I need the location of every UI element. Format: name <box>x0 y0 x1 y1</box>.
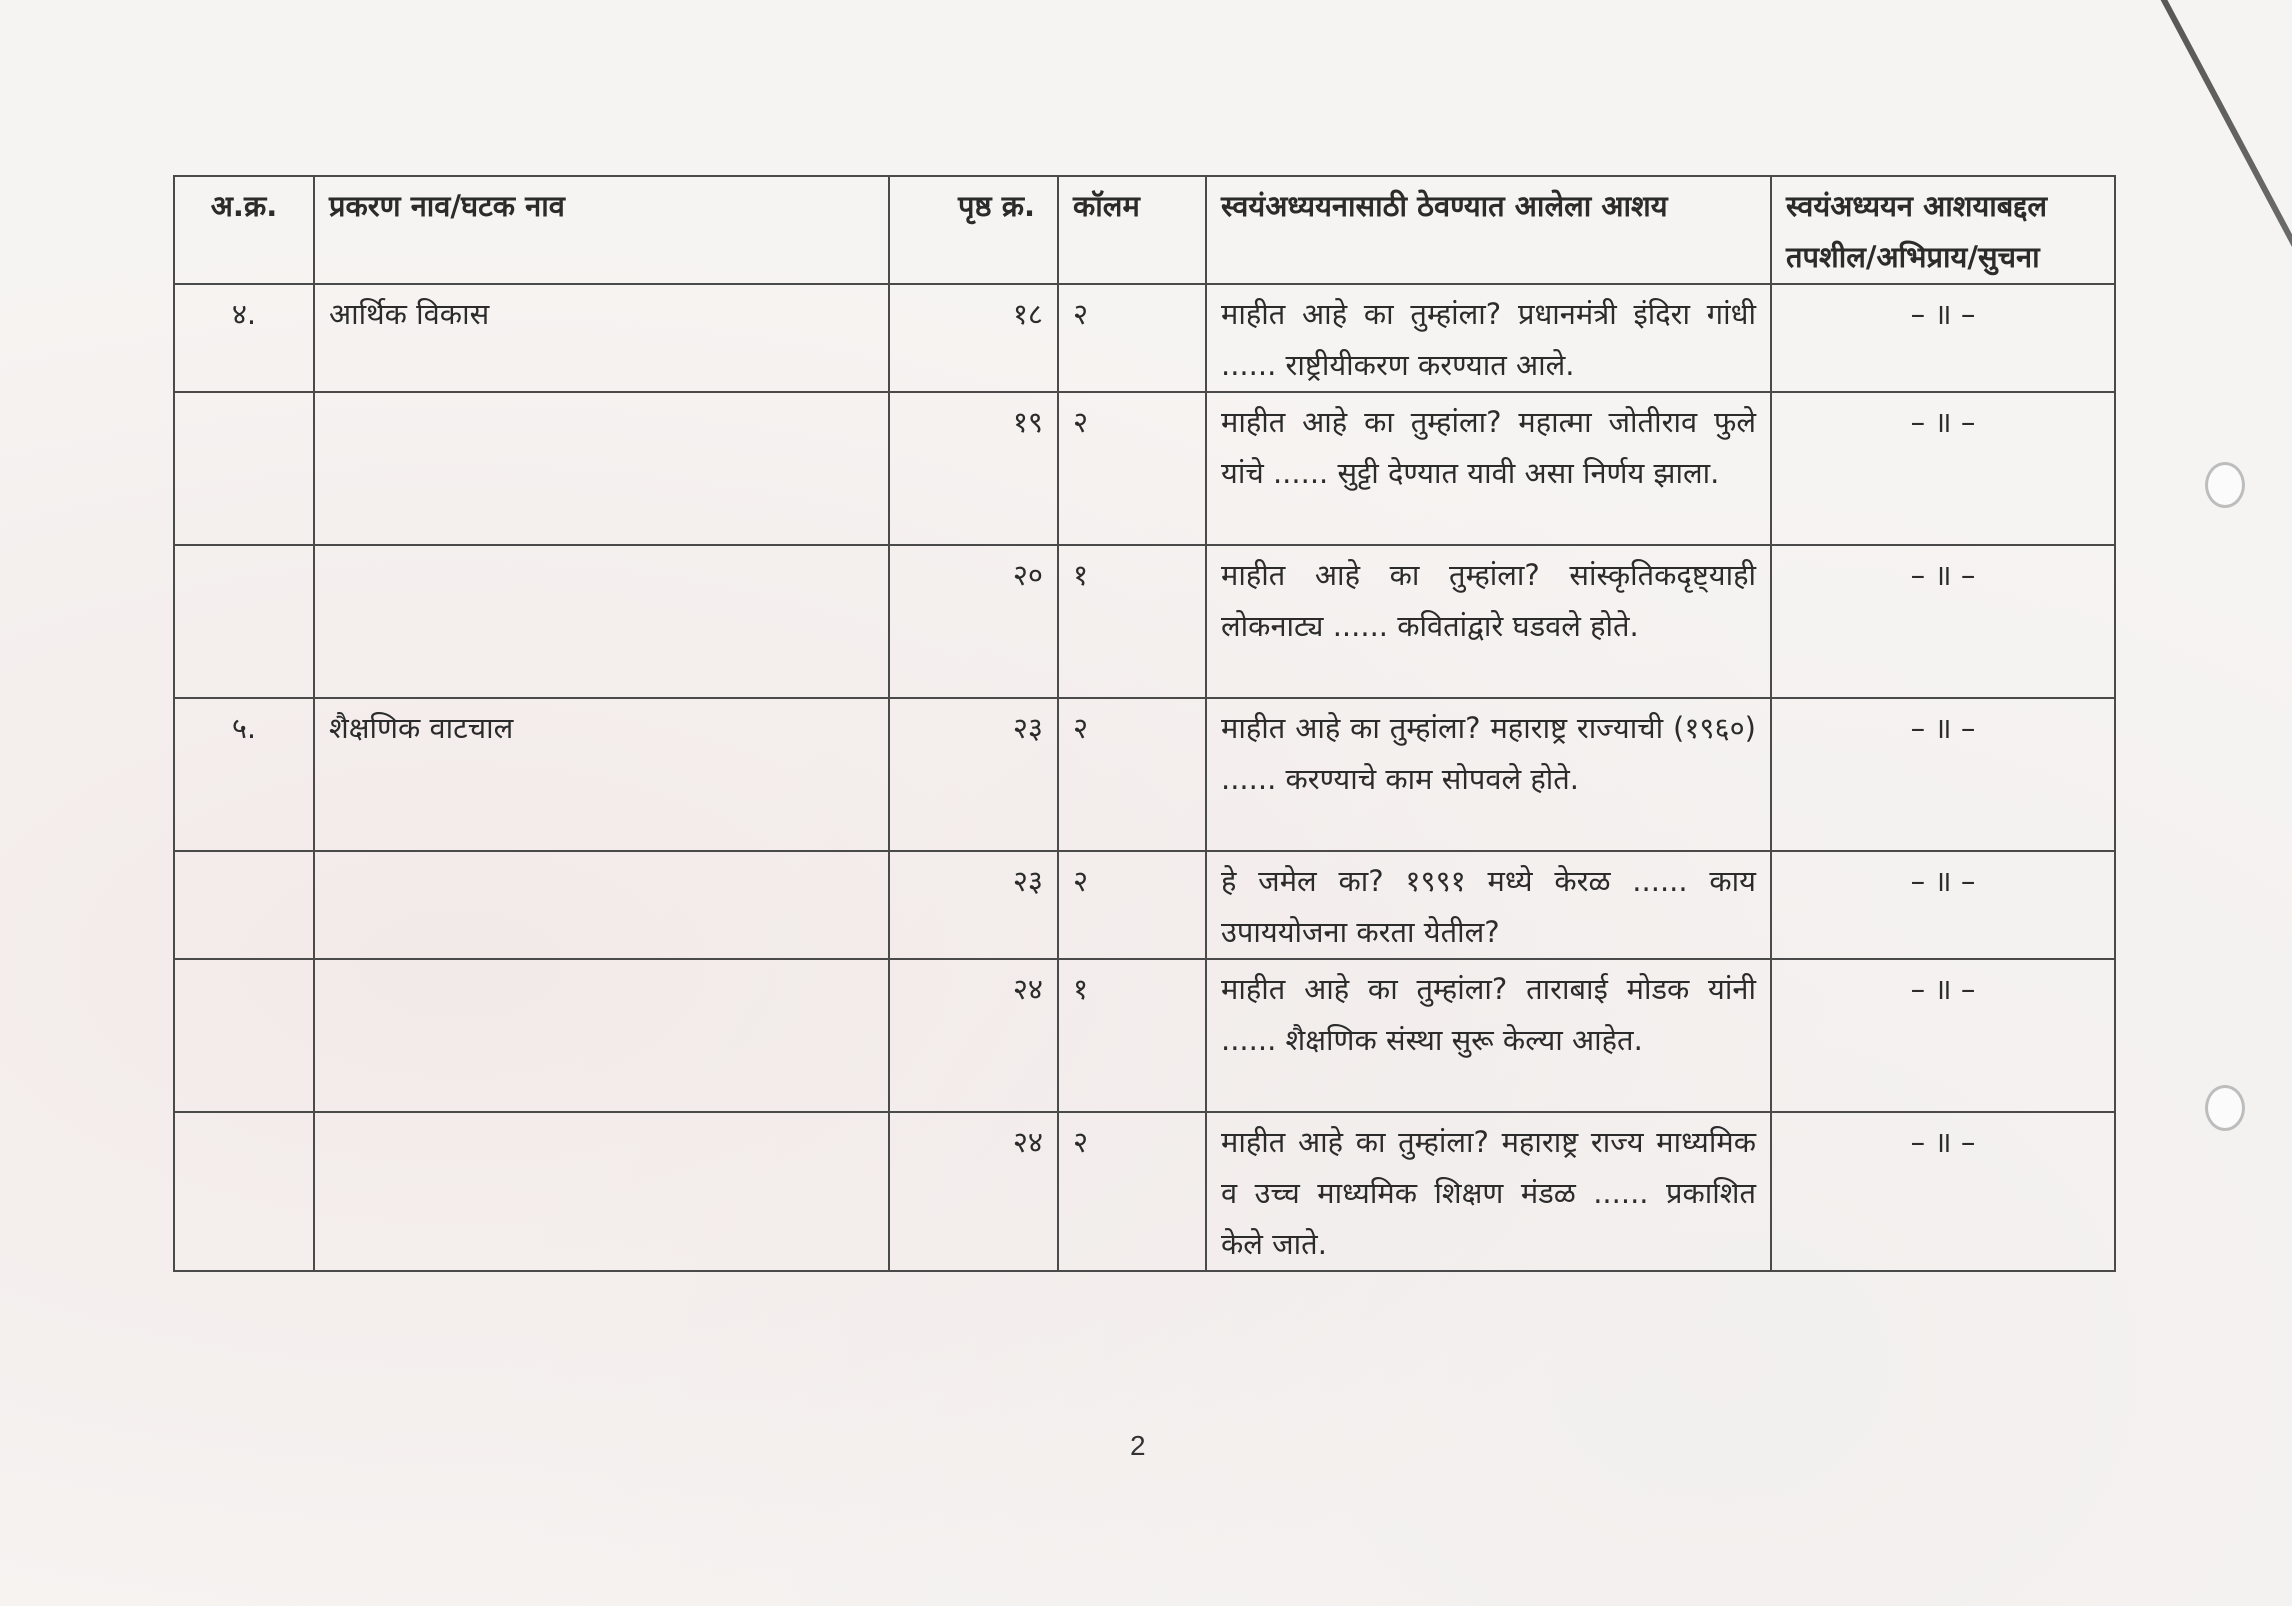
row-column: २ <box>1058 1112 1206 1271</box>
row-serial-number <box>174 851 314 959</box>
row-content: माहीत आहे का तुम्हांला? ताराबाई मोडक यांनी ...... शैक्षणिक संस्था सुरू केल्या आहेत. <box>1206 959 1771 1112</box>
header-page-number: पृष्ठ क्र. <box>889 176 1058 284</box>
row-page-number: १८ <box>889 284 1058 392</box>
row-chapter-name <box>314 392 889 545</box>
punch-hole-top <box>2205 462 2245 508</box>
row-chapter-name <box>314 851 889 959</box>
row-page-number: २० <box>889 545 1058 698</box>
table-header-row <box>174 176 2115 284</box>
self-study-content-table <box>173 175 2116 1272</box>
row-serial-number <box>174 1112 314 1271</box>
row-serial-number <box>174 392 314 545</box>
row-serial-number: ४. <box>174 284 314 392</box>
header-column: कॉलम <box>1058 176 1206 284</box>
row-column: १ <box>1058 545 1206 698</box>
row-content: माहीत आहे का तुम्हांला? सांस्कृतिकदृष्ट्याही लोकनाट्य ...... कवितांद्वारे घडवले होते. <box>1206 545 1771 698</box>
header-chapter-name: प्रकरण नाव/घटक नाव <box>314 176 889 284</box>
table-row <box>174 392 2115 545</box>
table-row <box>174 851 2115 959</box>
row-chapter-name <box>314 959 889 1112</box>
row-page-number: २४ <box>889 959 1058 1112</box>
page-number: 2 <box>1130 1430 1146 1461</box>
row-page-number: २३ <box>889 851 1058 959</box>
scan-edge-mark <box>2150 0 2292 271</box>
row-content: हे जमेल का? १९९१ मध्ये केरळ ...... काय उपाययोजना करता येतील? <box>1206 851 1771 959</box>
row-page-number: १९ <box>889 392 1058 545</box>
row-column: २ <box>1058 698 1206 851</box>
row-serial-number: ५. <box>174 698 314 851</box>
table-row <box>174 959 2115 1112</box>
row-remarks: – ॥ – <box>1771 545 2115 698</box>
row-chapter-name <box>314 545 889 698</box>
table-row <box>174 545 2115 698</box>
header-content: स्वयंअध्ययनासाठी ठेवण्यात आलेला आशय <box>1206 176 1771 284</box>
header-serial-number: अ.क्र. <box>174 176 314 284</box>
row-serial-number <box>174 959 314 1112</box>
table-row <box>174 698 2115 851</box>
row-serial-number <box>174 545 314 698</box>
row-column: २ <box>1058 851 1206 959</box>
row-page-number: २४ <box>889 1112 1058 1271</box>
row-chapter-name: आर्थिक विकास <box>314 284 889 392</box>
row-column: १ <box>1058 959 1206 1112</box>
table-row <box>174 1112 2115 1271</box>
row-remarks: – ॥ – <box>1771 1112 2115 1271</box>
row-remarks: – ॥ – <box>1771 392 2115 545</box>
row-content: माहीत आहे का तुम्हांला? महाराष्ट्र राज्य माध्यमिक व उच्च माध्यमिक शिक्षण मंडळ ...... प्रकाशित केले जाते. <box>1206 1112 1771 1271</box>
row-content: माहीत आहे का तुम्हांला? महाराष्ट्र राज्याची (१९६०) ...... करण्याचे काम सोपवले होते. <box>1206 698 1771 851</box>
row-column: २ <box>1058 284 1206 392</box>
table-row <box>174 284 2115 392</box>
row-remarks: – ॥ – <box>1771 284 2115 392</box>
row-remarks: – ॥ – <box>1771 959 2115 1112</box>
row-remarks: – ॥ – <box>1771 698 2115 851</box>
punch-hole-bottom <box>2205 1085 2245 1131</box>
row-content: माहीत आहे का तुम्हांला? महात्मा जोतीराव फुले यांचे ...... सुट्टी देण्यात यावी असा निर्णय झाला. <box>1206 392 1771 545</box>
row-chapter-name <box>314 1112 889 1271</box>
header-remarks: स्वयंअध्ययन आशयाबद्दल तपशील/अभिप्राय/सुचना <box>1771 176 2115 284</box>
row-remarks: – ॥ – <box>1771 851 2115 959</box>
row-content: माहीत आहे का तुम्हांला? प्रधानमंत्री इंदिरा गांधी ...... राष्ट्रीयीकरण करण्यात आले. <box>1206 284 1771 392</box>
row-page-number: २३ <box>889 698 1058 851</box>
row-chapter-name: शैक्षणिक वाटचाल <box>314 698 889 851</box>
row-column: २ <box>1058 392 1206 545</box>
